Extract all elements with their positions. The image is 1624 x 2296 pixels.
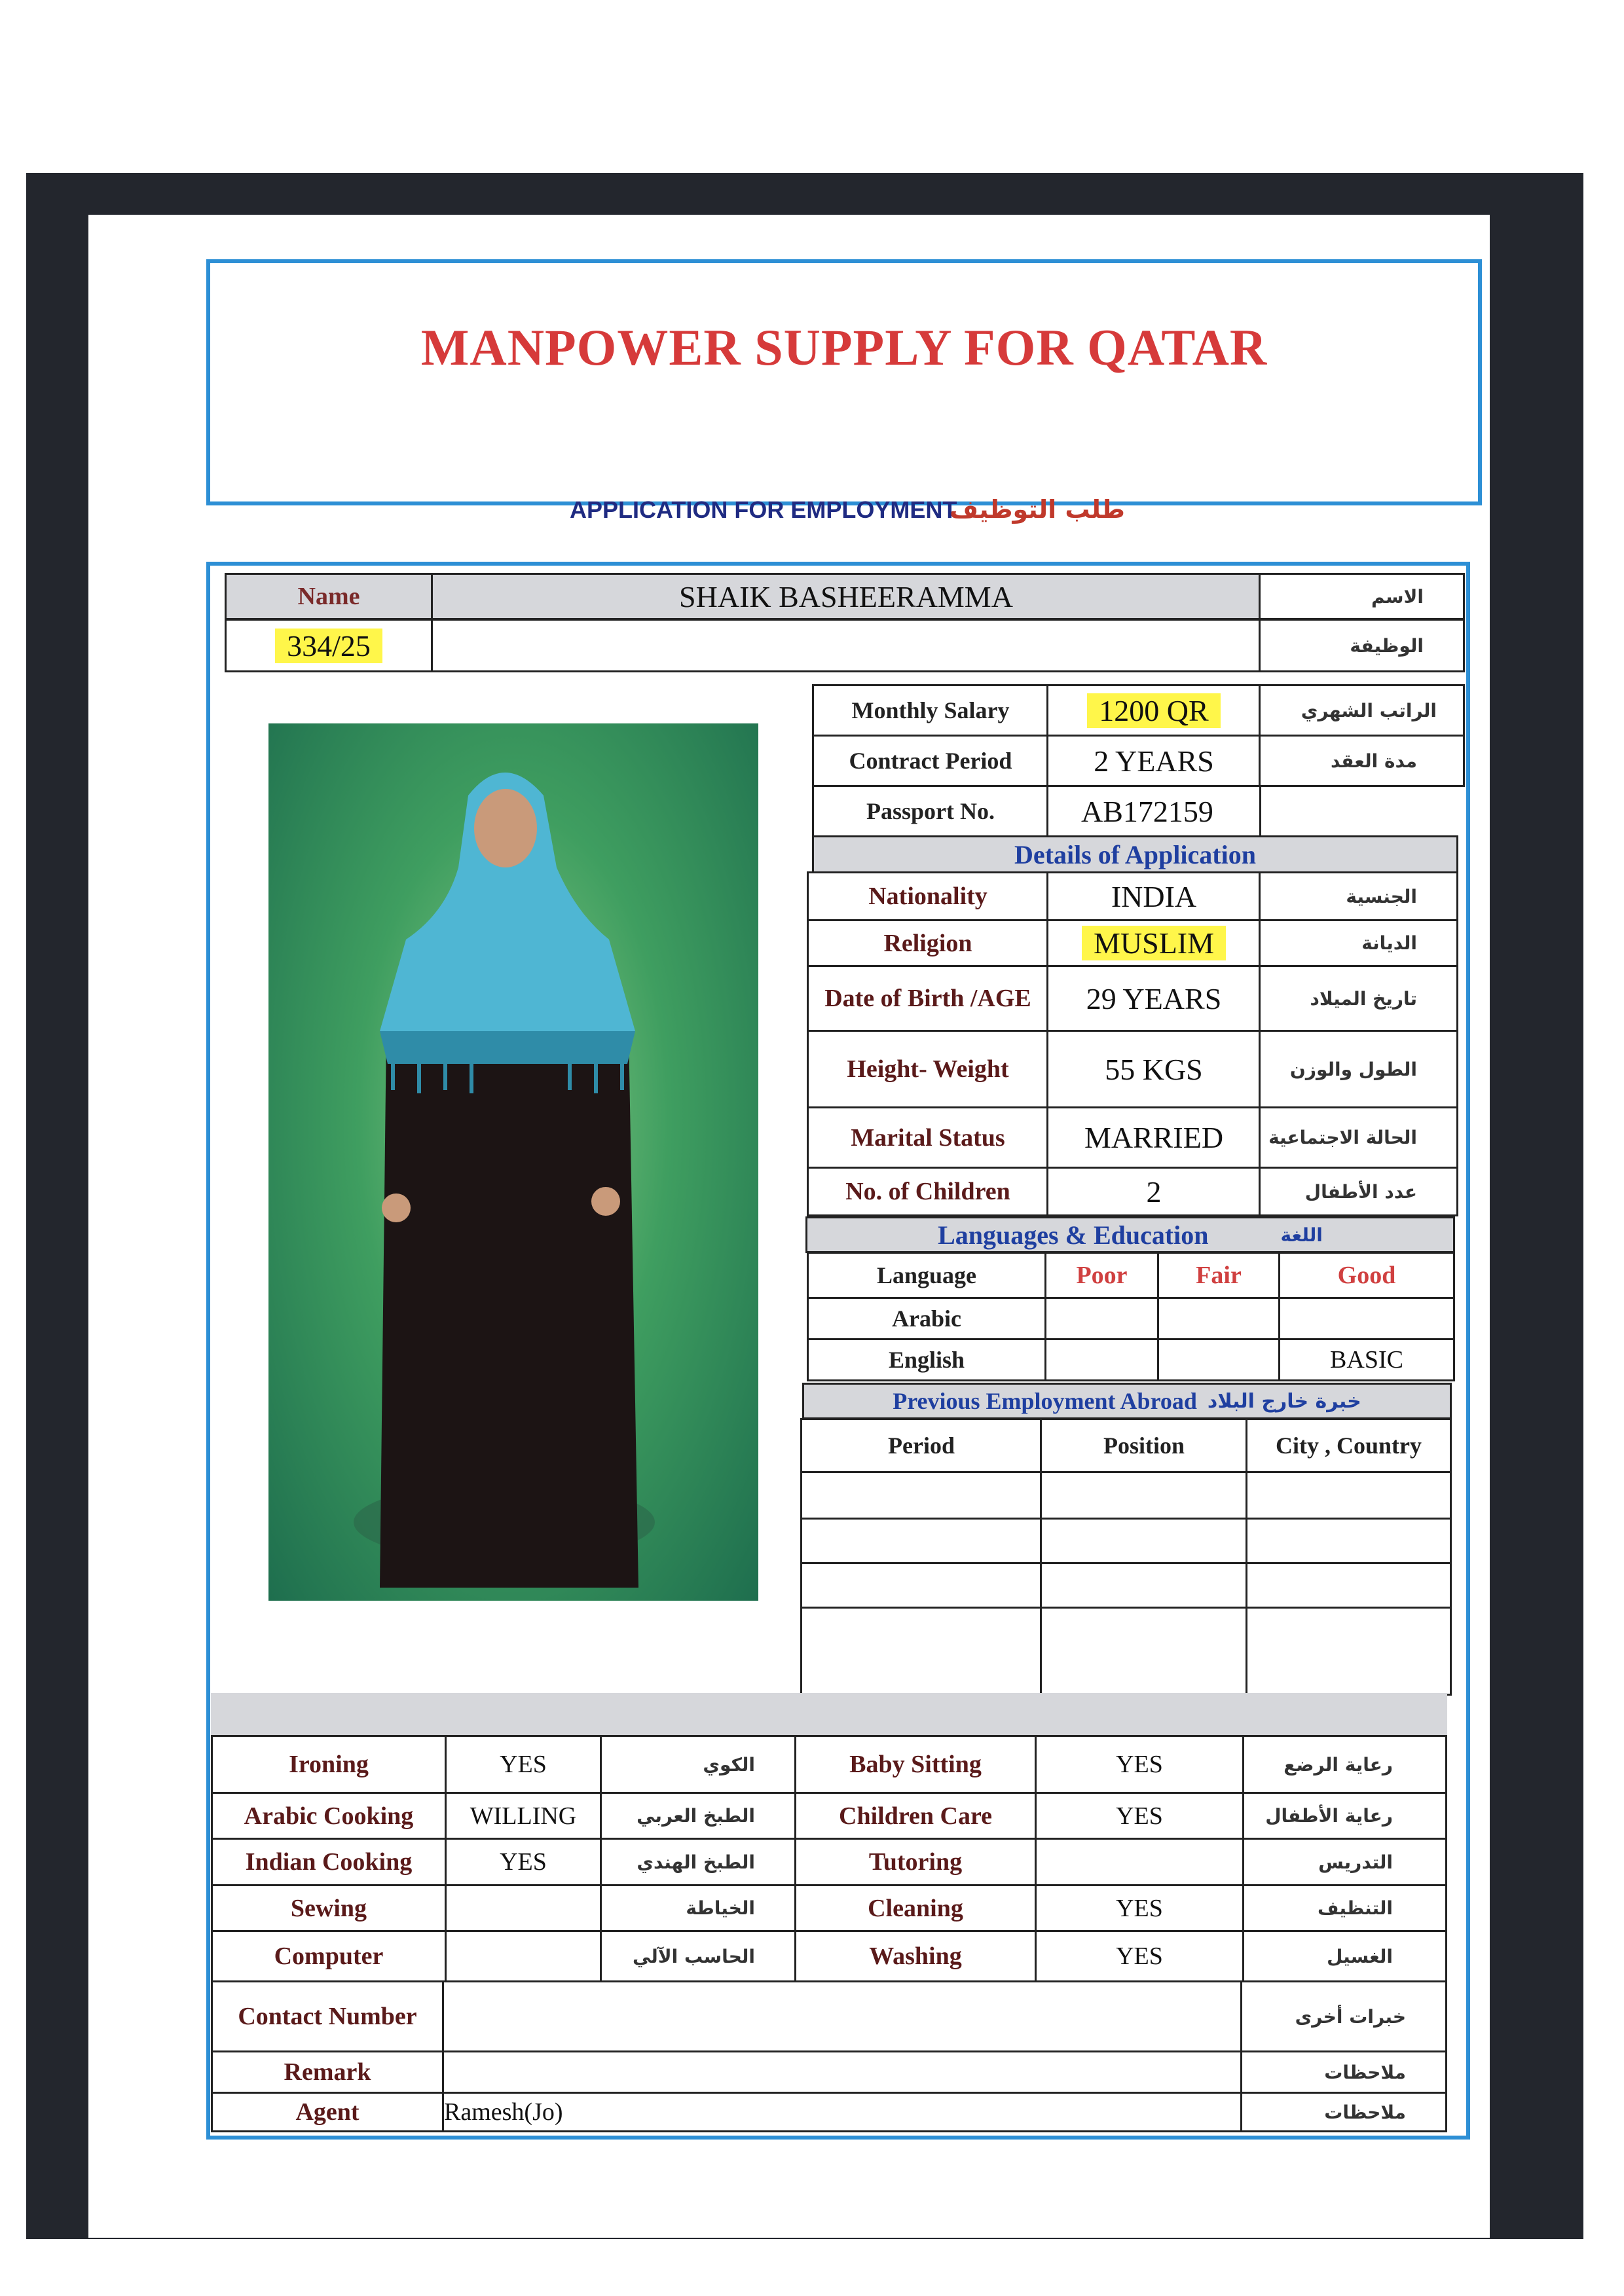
salary-value: 1200 QR — [1087, 693, 1220, 728]
skill-right-label-4-cell — [794, 1930, 1037, 1982]
skill-right-label-1: Children Care — [839, 1802, 992, 1830]
lang-header-0: Language — [876, 1262, 977, 1288]
skill-right-label-1-cell — [794, 1792, 1037, 1840]
salary-arabic: الراتب الشهري — [1301, 699, 1437, 721]
lang-header-0-cell — [807, 1252, 1046, 1299]
employment-header-2: City , Country — [1276, 1432, 1422, 1459]
lang-header-2: Fair — [1196, 1262, 1242, 1289]
employment-header-1-cell — [1040, 1418, 1248, 1473]
details-value-3-cell — [1046, 1030, 1261, 1108]
skill-left-value-4-cell — [445, 1930, 602, 1982]
skill-right-arabic-1-cell — [1242, 1792, 1447, 1840]
skill-right-arabic-1: رعاية الأطفال — [1265, 1805, 1393, 1827]
remark-label-cell — [211, 2050, 444, 2094]
salary-arabic-cell — [1259, 684, 1465, 737]
skill-right-value-2-cell — [1035, 1838, 1244, 1886]
contact-label: Contact Number — [238, 2003, 417, 2030]
details-arabic-3: الطول والوزن — [1289, 1058, 1417, 1080]
contract-arabic-cell — [1259, 735, 1465, 787]
lang-poor-1-cell — [1044, 1338, 1159, 1381]
details-label-5: No. of Children — [845, 1178, 1010, 1205]
ref-arabic-cell — [1259, 619, 1465, 672]
remark-arabic: ملاحظات — [1324, 2061, 1406, 2083]
remark-value-cell — [442, 2050, 1242, 2094]
details-arabic-4: الحالة الاجتماعية — [1268, 1127, 1417, 1148]
skill-right-arabic-4-cell — [1242, 1930, 1447, 1982]
details-arabic-4-cell — [1259, 1106, 1458, 1169]
lang-fair-1-cell — [1157, 1338, 1280, 1381]
skill-right-value-4: YES — [1116, 1942, 1163, 1970]
employment-section-header — [802, 1383, 1452, 1419]
skill-left-value-1: WILLING — [470, 1802, 577, 1830]
applicant-photo-icon — [268, 723, 758, 1601]
skill-left-arabic-1: الطبخ العربي — [637, 1805, 755, 1827]
skill-right-value-4-cell — [1035, 1930, 1244, 1982]
passport-value-cell — [1046, 785, 1261, 837]
name-label-cell — [225, 573, 433, 620]
details-value-2: 29 YEARS — [1086, 981, 1222, 1015]
skill-right-value-3-cell — [1035, 1884, 1244, 1932]
details-value-0-cell — [1046, 871, 1261, 921]
skill-left-value-2-cell — [445, 1838, 602, 1886]
skill-right-label-0: Baby Sitting — [849, 1751, 982, 1778]
employment-row-2-col-1-cell — [1040, 1562, 1248, 1609]
details-label-3: Height- Weight — [847, 1055, 1009, 1083]
details-arabic-2: تاريخ الميلاد — [1310, 987, 1417, 1010]
salary-value-cell — [1046, 684, 1261, 737]
section-divider-band — [211, 1693, 1447, 1736]
page-title: MANPOWER SUPPLY FOR QATAR — [420, 319, 1268, 376]
employment-title: Previous Employment Abroad — [893, 1388, 1197, 1414]
lang-header-2-cell — [1157, 1252, 1280, 1299]
skill-left-arabic-2-cell — [600, 1838, 796, 1886]
form-subtitle: APPLICATION FOR EMPLOYMENT — [570, 496, 957, 523]
skill-left-label-4: Computer — [274, 1942, 384, 1970]
details-label-4: Marital Status — [851, 1123, 1005, 1152]
lang-header-3-cell — [1278, 1252, 1455, 1299]
lang-name-0-cell — [807, 1297, 1046, 1340]
skill-right-arabic-4: الغسيل — [1327, 1945, 1393, 1967]
ref-blank-cell — [431, 619, 1261, 672]
details-value-0: INDIA — [1111, 879, 1197, 913]
skill-left-value-0: YES — [500, 1751, 547, 1778]
skill-right-value-3: YES — [1116, 1894, 1163, 1922]
form-subtitle-arabic: طلب التوظيف — [950, 495, 1125, 524]
languages-section-header — [805, 1216, 1455, 1253]
remark-label: Remark — [284, 2058, 371, 2086]
passport-label-cell — [812, 785, 1049, 837]
applicant-photo — [268, 723, 758, 1601]
skill-right-label-4: Washing — [869, 1942, 962, 1970]
ref-arabic: الوظيفة — [1350, 634, 1424, 657]
details-label-0: Nationality — [868, 883, 987, 910]
lang-good-0-cell — [1278, 1297, 1455, 1340]
lang-header-1: Poor — [1076, 1262, 1128, 1289]
passport-label: Passport No. — [866, 798, 995, 824]
contact-arabic-cell — [1240, 1980, 1447, 2052]
name-arabic: الاسم — [1371, 585, 1424, 608]
skill-left-arabic-1-cell — [600, 1792, 796, 1840]
employment-row-2-col-0-cell — [800, 1562, 1043, 1609]
lang-header-1-cell — [1044, 1252, 1159, 1299]
details-value-1-cell — [1046, 919, 1261, 967]
employment-header-1: Position — [1103, 1432, 1185, 1459]
skill-right-arabic-2-cell — [1242, 1838, 1447, 1886]
reference-number: 334/25 — [275, 629, 382, 663]
agent-label: Agent — [295, 2098, 360, 2126]
details-label-5-cell — [807, 1167, 1049, 1216]
ref-cell — [225, 619, 433, 672]
skill-left-label-3: Sewing — [290, 1894, 367, 1922]
details-arabic-5-cell — [1259, 1167, 1458, 1216]
details-value-3: 55 KGS — [1105, 1052, 1203, 1086]
lang-good-1-cell — [1278, 1338, 1455, 1381]
skill-right-arabic-0: رعاية الرضع — [1283, 1753, 1393, 1776]
employment-row-1-col-2-cell — [1246, 1518, 1452, 1564]
skill-right-value-0-cell — [1035, 1735, 1244, 1794]
details-arabic-5: عدد الأطفال — [1304, 1180, 1417, 1203]
details-label-1-cell — [807, 919, 1049, 967]
details-arabic-2-cell — [1259, 965, 1458, 1032]
contract-label: Contract Period — [849, 748, 1012, 774]
lang-name-1: English — [888, 1347, 965, 1373]
skill-right-label-3: Cleaning — [868, 1894, 963, 1922]
languages-title-arabic: اللغة — [1280, 1224, 1323, 1246]
agent-arabic-cell — [1240, 2092, 1447, 2132]
skill-left-label-1: Arabic Cooking — [244, 1802, 414, 1830]
applicant-name: SHAIK BASHEERAMMA — [679, 579, 1013, 613]
employment-header-0-cell — [800, 1418, 1043, 1473]
employment-row-3-col-1-cell — [1040, 1607, 1248, 1696]
details-section-header — [812, 835, 1458, 873]
skill-left-label-0: Ironing — [289, 1751, 369, 1778]
salary-label-cell — [812, 684, 1049, 737]
skill-right-label-0-cell — [794, 1735, 1037, 1794]
agent-label-cell — [211, 2092, 444, 2132]
details-label-0-cell — [807, 871, 1049, 921]
details-label-2: Date of Birth /AGE — [824, 985, 1031, 1012]
skill-right-arabic-3-cell — [1242, 1884, 1447, 1932]
skill-left-arabic-0-cell — [600, 1735, 796, 1794]
lang-name-1-cell — [807, 1338, 1046, 1381]
details-arabic-0: الجنسية — [1346, 885, 1417, 907]
languages-title: Languages & Education — [938, 1220, 1209, 1250]
details-value-4-cell — [1046, 1106, 1261, 1169]
skill-left-label-4-cell — [211, 1930, 447, 1982]
details-value-5: 2 — [1146, 1175, 1162, 1209]
name-arabic-cell — [1259, 573, 1465, 620]
skill-left-arabic-4-cell — [600, 1930, 796, 1982]
name-label: Name — [297, 583, 360, 610]
employment-row-0-col-0-cell — [800, 1471, 1043, 1520]
skill-left-value-2: YES — [500, 1848, 547, 1876]
skill-right-label-2-cell — [794, 1838, 1037, 1886]
skill-left-value-0-cell — [445, 1735, 602, 1794]
skill-left-arabic-0: الكوي — [703, 1753, 755, 1776]
details-value-4: MARRIED — [1084, 1121, 1224, 1154]
skill-left-label-2-cell — [211, 1838, 447, 1886]
employment-row-1-col-0-cell — [800, 1518, 1043, 1564]
skill-right-arabic-0-cell — [1242, 1735, 1447, 1794]
employment-row-2-col-2-cell — [1246, 1562, 1452, 1609]
skill-right-arabic-2: التدريس — [1318, 1851, 1393, 1873]
skill-right-label-3-cell — [794, 1884, 1037, 1932]
contact-label-cell — [211, 1980, 444, 2052]
contact-arabic: خبرات أخرى — [1295, 2005, 1406, 2028]
contract-arabic: مدة العقد — [1330, 750, 1417, 772]
details-label-2-cell — [807, 965, 1049, 1032]
header-box — [206, 259, 1482, 505]
agent-arabic: ملاحظات — [1324, 2101, 1406, 2123]
skill-left-label-3-cell — [211, 1884, 447, 1932]
details-label-3-cell — [807, 1030, 1049, 1108]
lang-good-1: BASIC — [1330, 1346, 1403, 1374]
skill-left-arabic-3: الخياطة — [686, 1897, 755, 1919]
name-value-cell — [431, 573, 1261, 620]
skill-right-arabic-3: التنظيف — [1317, 1897, 1393, 1919]
skill-left-label-2: Indian Cooking — [245, 1848, 413, 1876]
agent-value-cell — [442, 2092, 1242, 2132]
employment-header-2-cell — [1246, 1418, 1452, 1473]
contract-value: 2 YEARS — [1094, 744, 1214, 778]
lang-fair-0-cell — [1157, 1297, 1280, 1340]
skill-left-label-0-cell — [211, 1735, 447, 1794]
details-title: Details of Application — [1014, 839, 1256, 869]
skill-left-arabic-3-cell — [600, 1884, 796, 1932]
employment-row-0-col-2-cell — [1246, 1471, 1452, 1520]
skill-left-arabic-2: الطبخ الهندي — [637, 1851, 755, 1873]
skill-left-arabic-4: الحاسب الآلي — [632, 1945, 755, 1967]
contract-value-cell — [1046, 735, 1261, 787]
employment-header-0: Period — [888, 1432, 955, 1459]
remark-arabic-cell — [1240, 2050, 1447, 2094]
passport-value: AB172159 — [1081, 794, 1213, 828]
employment-row-3-col-0-cell — [800, 1607, 1043, 1696]
skill-left-value-1-cell — [445, 1792, 602, 1840]
contract-label-cell — [812, 735, 1049, 787]
details-arabic-1-cell — [1259, 919, 1458, 967]
employment-row-1-col-1-cell — [1040, 1518, 1248, 1564]
lang-header-3: Good — [1337, 1262, 1396, 1289]
employment-row-3-col-2-cell — [1246, 1607, 1452, 1696]
skill-left-value-3-cell — [445, 1884, 602, 1932]
skill-right-value-1-cell — [1035, 1792, 1244, 1840]
details-label-1: Religion — [883, 929, 972, 957]
lang-poor-0-cell — [1044, 1297, 1159, 1340]
details-arabic-3-cell — [1259, 1030, 1458, 1108]
details-arabic-1: الديانة — [1361, 932, 1417, 954]
details-arabic-0-cell — [1259, 871, 1458, 921]
skill-left-label-1-cell — [211, 1792, 447, 1840]
details-value-5-cell — [1046, 1167, 1261, 1216]
skill-right-value-0: YES — [1116, 1751, 1163, 1778]
agent-value: Ramesh(Jo) — [444, 2098, 563, 2126]
employment-row-0-col-1-cell — [1040, 1471, 1248, 1520]
lang-name-0: Arabic — [892, 1305, 961, 1332]
details-value-2-cell — [1046, 965, 1261, 1032]
contact-value-cell — [442, 1980, 1242, 2052]
salary-label: Monthly Salary — [851, 697, 1010, 723]
skill-right-value-1: YES — [1116, 1802, 1163, 1830]
details-value-1: MUSLIM — [1082, 926, 1226, 960]
skill-right-label-2: Tutoring — [868, 1848, 963, 1876]
employment-title-arabic: خبرة خارج البلاد — [1207, 1389, 1361, 1413]
details-label-4-cell — [807, 1106, 1049, 1169]
